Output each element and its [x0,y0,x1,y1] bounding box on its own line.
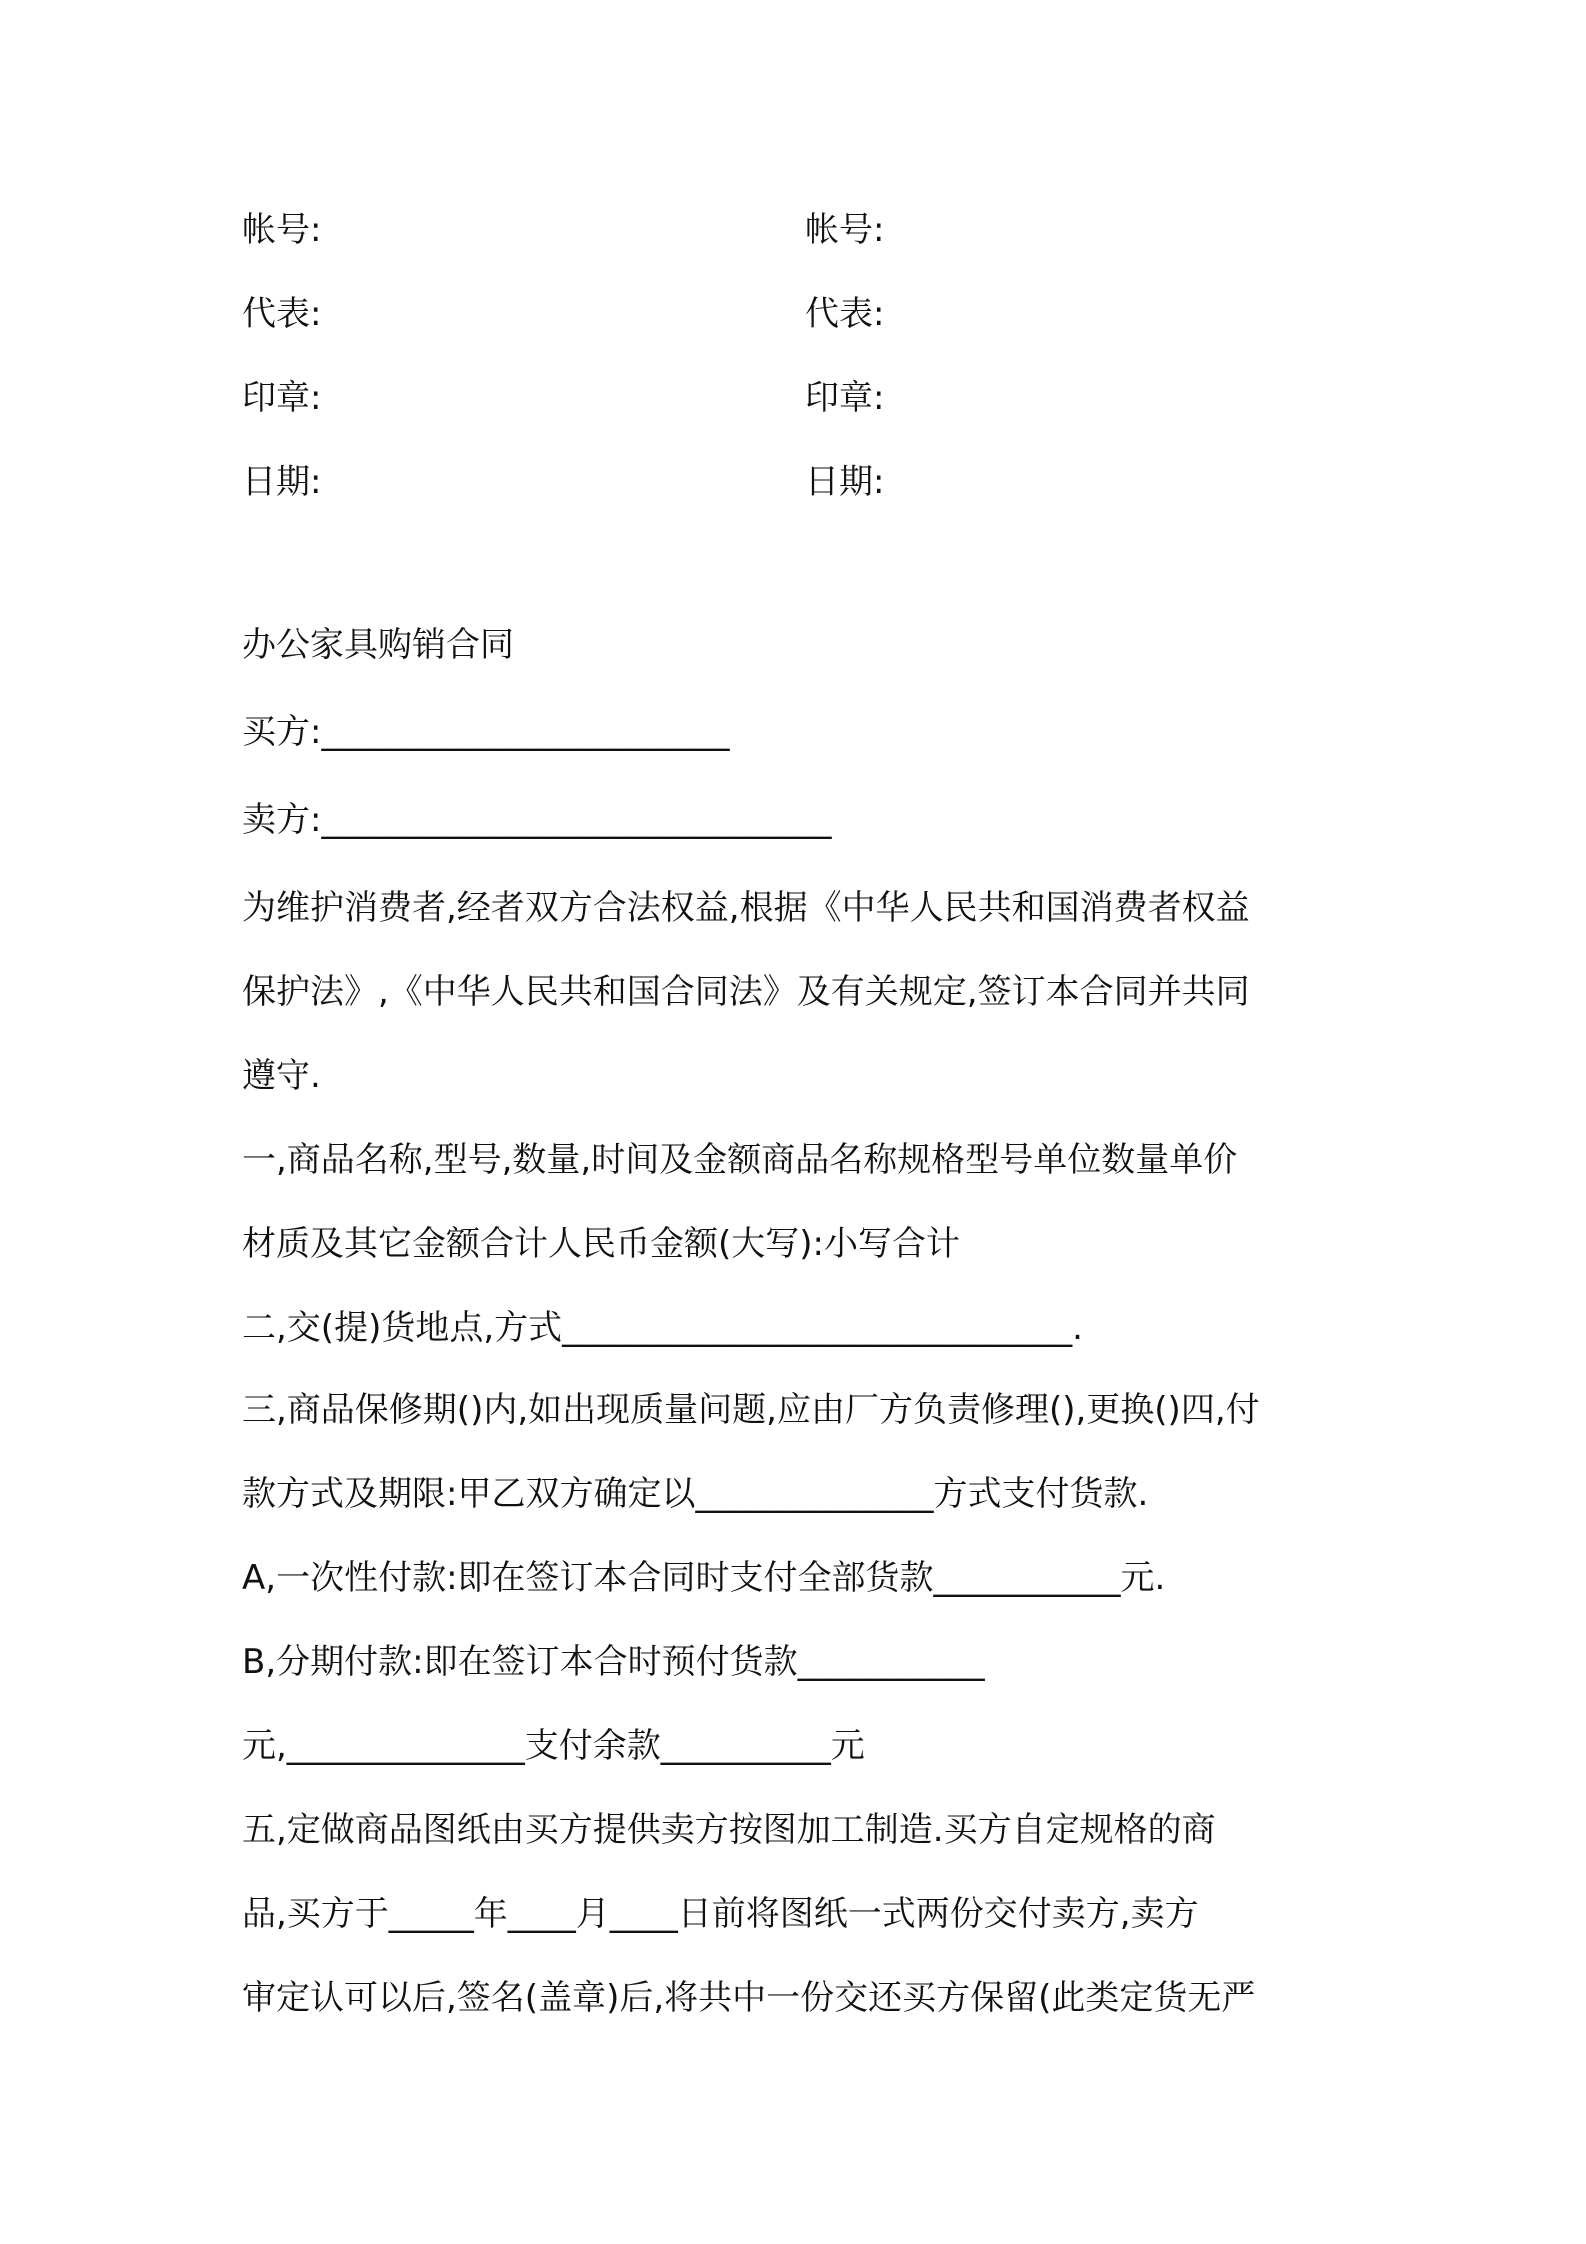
section1-line: 一,商品名称,型号,数量,时间及金额商品名称规格型号单位数量单价 [242,1140,1238,1180]
buyer-line: 买方:________________________ [242,712,730,752]
buyer-account-label: 帐号: [242,210,322,250]
section3-line: 款方式及期限:甲乙双方确定以______________方式支付货款. [242,1474,1149,1514]
payment-a-line: A,一次性付款:即在签订本合同时支付全部货款___________元. [242,1558,1166,1598]
payment-b-line: 元,______________支付余款__________元 [242,1726,865,1766]
section5-line: 五,定做商品图纸由买方提供卖方按图加工制造.买方自定规格的商 [242,1810,1216,1850]
intro-line: 遵守. [242,1056,321,1096]
payment-b-line: B,分期付款:即在签订本合时预付货款___________ [242,1642,985,1682]
buyer-representative-label: 代表: [242,294,322,334]
section1-line: 材质及其它金额合计人民币金额(大写):小写合计 [242,1224,960,1264]
seller-account-label: 帐号: [805,210,885,250]
signature-row-account [242,200,1352,284]
seller-date-label: 日期: [805,462,885,502]
section5-line: 品,买方于_____年____月____日前将图纸一式两份交付卖方,卖方 [242,1894,1199,1934]
intro-line: 保护法》,《中华人民共和国合同法》及有关规定,签订本合同并共同 [242,972,1250,1012]
section5-line: 审定认可以后,签名(盖章)后,将共中一份交还买方保留(此类定货无严 [242,1978,1256,2018]
section3-line: 三,商品保修期()内,如出现质量问题,应由厂方负责修理(),更换()四,付 [242,1390,1260,1430]
signature-row-representative [242,284,1352,368]
buyer-date-label: 日期: [242,462,322,502]
signature-row-seal [242,368,1352,452]
seller-representative-label: 代表: [805,294,885,334]
signature-block [242,200,1352,536]
buyer-seal-label: 印章: [242,378,322,418]
section2-line: 二,交(提)货地点,方式______________________________. [242,1308,1083,1348]
contract-title: 办公家具购销合同 [242,625,514,665]
contract-body [242,615,1362,2052]
seller-seal-label: 印章: [805,378,885,418]
seller-line: 卖方:______________________________ [242,800,832,840]
signature-row-date [242,452,1352,536]
intro-line: 为维护消费者,经者双方合法权益,根据《中华人民共和国消费者权益 [242,888,1250,928]
